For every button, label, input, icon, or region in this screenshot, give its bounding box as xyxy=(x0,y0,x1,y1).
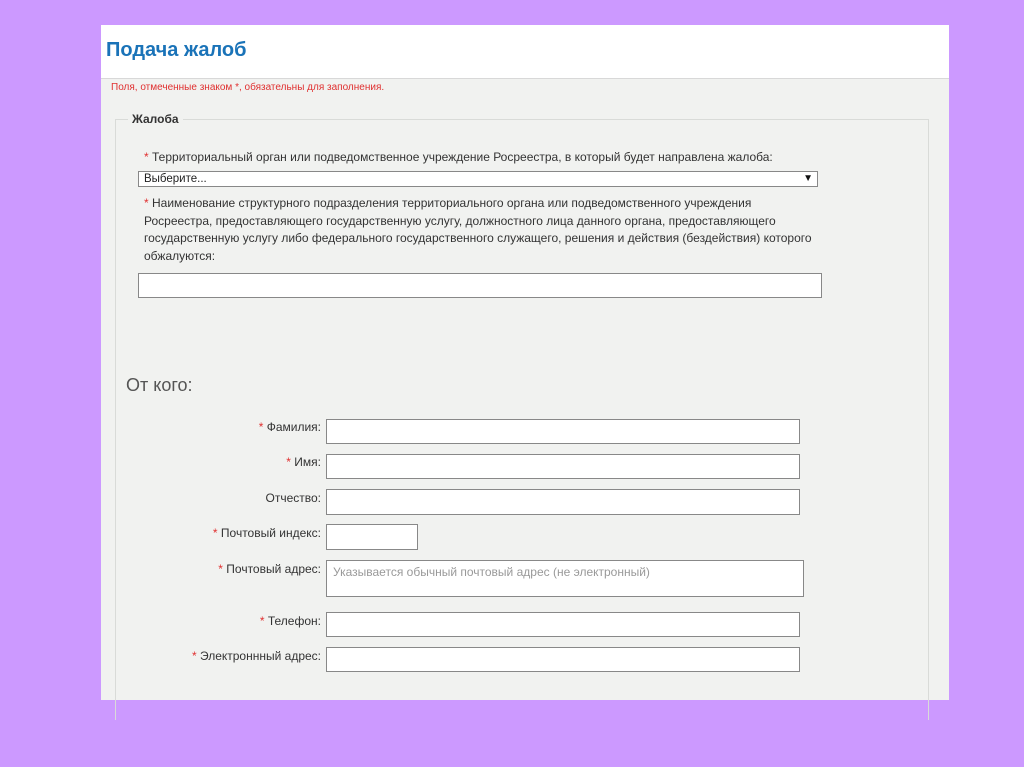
name-label: * Имя: xyxy=(286,455,321,469)
surname-input[interactable] xyxy=(326,419,800,444)
name-input[interactable] xyxy=(326,454,800,479)
authority-label-text: Территориальный орган или подведомственное учреждение Росреестра, в который будет направлена жалоба: xyxy=(152,150,773,164)
patronymic-input[interactable] xyxy=(326,489,800,515)
subject-label-line-1: Наименование структурного подразделения территориального органа или подведомственного учреждения xyxy=(152,196,752,210)
surname-label: * Фамилия: xyxy=(258,420,321,434)
authority-select[interactable] xyxy=(138,171,818,187)
page-title: Подача жалоб xyxy=(106,39,247,61)
address-label: * Почтовый адрес: xyxy=(218,562,321,576)
required-note: Поля, отмеченные знаком *, обязательны для заполнения. xyxy=(111,82,385,93)
header xyxy=(101,25,949,79)
subject-label xyxy=(144,195,924,265)
subject-input[interactable] xyxy=(138,273,822,298)
chevron-down-icon: ▼ xyxy=(803,173,813,184)
subject-label-line-3: государственную услугу либо федерального государственного служащего, решения и действия (бездействия) которого xyxy=(144,231,812,245)
email-input[interactable] xyxy=(326,647,800,672)
form-panel xyxy=(101,25,949,700)
patronymic-label: Отчество: xyxy=(265,491,321,505)
complaint-legend: Жалоба xyxy=(128,112,183,126)
email-label: * Электроннный адрес: xyxy=(191,649,321,663)
postcode-label: * Почтовый индекс: xyxy=(212,526,321,540)
required-star: * xyxy=(144,150,149,164)
postcode-input[interactable] xyxy=(326,524,418,550)
authority-label xyxy=(144,149,773,167)
phone-input[interactable] xyxy=(326,612,800,637)
phone-label: * Телефон: xyxy=(259,614,321,628)
authority-select-value: Выберите... xyxy=(144,173,207,185)
subject-label-line-2: Росреестра, предоставляющего государственную услугу, должностного лица данного органа, предоставляющего xyxy=(144,213,776,228)
address-textarea[interactable]: Указывается обычный почтовый адрес (не электронный) xyxy=(326,560,804,597)
required-star: * xyxy=(144,196,149,210)
subject-label-line-4: обжалуются: xyxy=(144,248,216,263)
from-heading: От кого: xyxy=(126,375,193,395)
